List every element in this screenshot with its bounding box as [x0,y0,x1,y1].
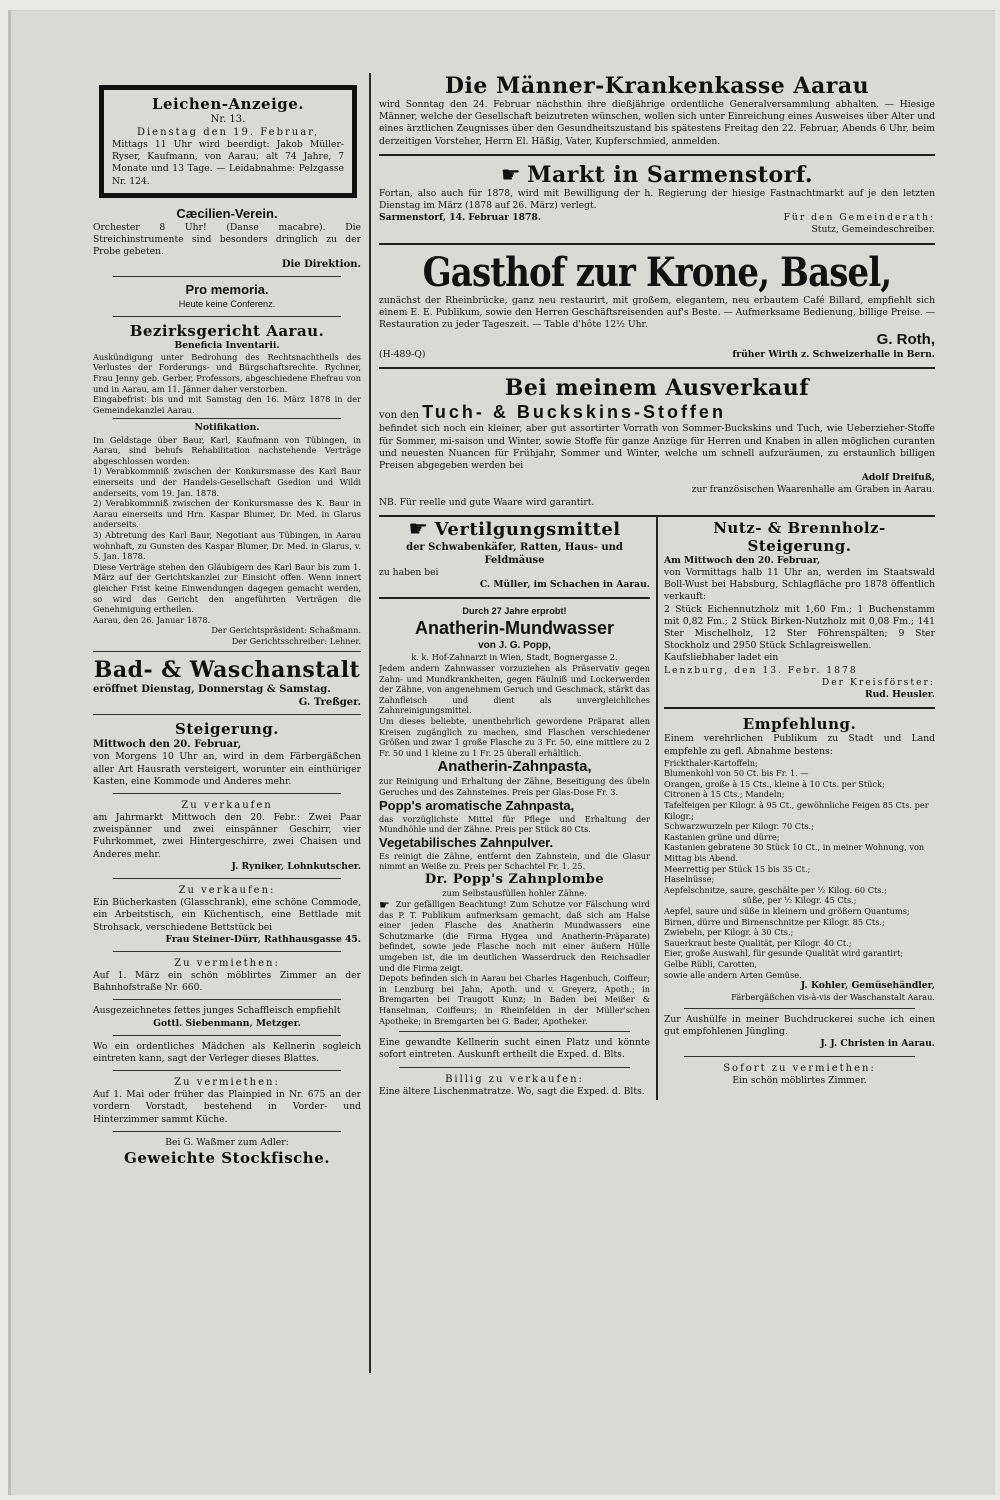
list-item: Schwarzwurzeln per Kilogr. 70 Cts.; [664,821,814,832]
printshop-notice [664,1012,935,1053]
right-subcolumn-left [379,517,658,1100]
bath-sign: G. Treßger. [298,697,361,709]
divider [113,951,341,952]
anatherin-maker: k. k. Hof-Zahnarzt in Wien, Stadt, Bognergasse 2. [411,652,618,663]
meat-notice [93,1003,361,1031]
list-item: Orangen, große à 15 Cts., kleine à 10 Cts. per Stück; [664,778,885,789]
gasthof-ad [379,249,935,364]
pointing-hand-icon: ☛ [379,897,390,912]
paste-title: Anatherin-Zahnpasta, [437,758,592,776]
court-notice [93,320,361,649]
obituary-text: Mittags 11 Uhr wird beerdigt: Jakob Müller-Ryser, Kaufmann, von Aarau; alt 74 Jahre, 7 Monate und 13 Tage. — Leidabnahme: Pelzgasse Nr. 124. [112,139,344,187]
pest-sign: C. Müller, im Schachen in Aarau. [479,579,650,591]
bath-title: Bad- & Waschanstalt [93,657,361,684]
arom-title: Popp's aromatische Zahnpasta, [379,797,575,813]
gasthof-former: früher Wirth z. Schweizerhalle in Bern. [732,349,935,361]
divider [93,651,361,652]
rent-notice-2 [93,1074,361,1128]
gasthof-code: (H-489-Q) [379,349,426,361]
memoria-notice [93,280,361,312]
list-item: Citronen à 15 Cts.; Mandeln; [664,789,785,800]
divider [113,276,341,277]
gasthof-title: Gasthof zur Krone, Basel, [422,248,892,296]
divider [113,1035,341,1036]
pest-text: der Schwabenkäfer, Ratten, Haus- und Feldmäuse [406,541,623,566]
bath-text: eröffnet Dienstag, Donnerstag & Samstag. [93,684,331,696]
waitress-seeking-notice [379,1035,650,1063]
sale-sign: J. Ryniker, Lohnkutscher. [231,860,361,872]
obituary-title: Leichen-Anzeige. [151,95,305,113]
obituary-notice [99,85,357,198]
list-item: süße, per ½ Kilogr. 45 Cts.; [742,895,857,906]
recommendation-addr: Färbergäßchen vis-à-vis der Waschanstalt Aarau. [731,992,935,1003]
pointing-hand-icon: ☛ [500,162,522,188]
powder-text: Es reinigt die Zähne, entfernt den Zahnstein, und die Glasur nimmt an Weiße zu. Preis per Schachtel Fr. 1. 25. [379,850,650,872]
market-place: Sarmenstorf, 14. Februar 1878. [379,212,541,224]
anatherin-tagline: Durch 27 Jahre erprobt! [462,606,567,617]
divider [113,1070,341,1071]
pest-title: ☛ Vertilgungsmittel [408,516,621,542]
court-closing: Diese Verträge stehen den Gläubigern des Karl Baur bis zum 1. März auf der Gerichtskanzlei zur Einsicht offen. Wenn innert gleicher Frist keine Einwendungen dagegen gemacht werden, so wird das Gericht den angeführten Verträgen die Genehmigung ertheilen. [93,561,361,615]
court-deadline: Eingabefrist: bis und mit Samstag den 16. März 1878 in der Gemeindekanzlei Aarau. [93,394,361,415]
memoria-text: Heute keine Conferenz. [178,299,276,310]
recommendation-intro: Einem verehrlichen Publikum zu Stadt und Land empfehle zu gefl. Abnahme bestens: [664,733,935,757]
right-subcolumn-right [658,517,935,1100]
health-fund-title: Die Männer-Krankenkasse Aarau [444,73,870,99]
contract-item: 3) Abtretung des Karl Baur, Negotiant aus Tübingen, in Aarau wohnhaft, zu Gunsten des Kaspar Blumer, Dr. Med. in Glarus, v. 5. Jan. 1878. [93,529,361,562]
sale-ad-title2: Tuch- & Buckskins-Stoffen [422,402,726,423]
list-item: Blumenkohl von 50 Ct. bis Fr. 1. — [664,768,809,779]
gasthof-text: zunächst der Rheinbrücke, ganz neu restaurirt, mit großem, elegantem, neu erbautem Café Billard, empfiehlt sich einem E. E. Publikum, sowie den Herren Geschäftsreisenden auf's Beste. — Aufmerksame Bedienung, billige Preise. — Restauration zu jeder Tageszeit. — Table d'hôte 12½ Uhr. [379,294,935,331]
divider [113,793,341,794]
divider [113,999,341,1000]
sale-notice-2 [93,882,361,948]
auction-date: Mittwoch den 20. Februar, [93,739,242,751]
list-item: Kastanien gebratene 30 Stück 10 Ct., in meiner Wohnung, von Mittag bis Abend. [664,842,925,864]
rent-text: Ein schön möblirtes Zimmer. [732,1074,867,1086]
divider [399,1067,630,1068]
rent-title: Sofort zu vermiethen: [723,1062,876,1074]
wood-auction [664,517,935,703]
notification-text: Im Geldstage über Baur, Karl, Kaufmann von Tübingen, in Aarau, sind behufs Rehabilitation nachstehende Verträge abgeschlossen worden: [93,434,361,466]
meat-sign: Gottl. Siebenmann, Metzger. [153,1017,301,1029]
arom-text: das vorzüglichste Mittel für Pflege und Erhaltung der Mundhöhle und der Zähne. Preis per Stück 80 Cts. [379,813,650,835]
wood-role: Der Kreisförster: [821,676,935,688]
sale-ad-place: zur französischen Waarenhalle am Graben in Aarau. [691,484,935,496]
wood-date: Am Mittwoch den 20. Februar, [664,554,821,566]
sale-ad-title: Bei meinem Ausverkauf [504,375,810,402]
recommendation-title: Empfehlung. [742,715,857,734]
paste-text: zur Reinigung und Erhaltung der Zähne, Beseitigung des übeln Geruches und des Zahnsteines. Preis per Glas-Dose Fr. 3. [379,776,650,797]
list-item: sowie alle andern Arten Gemüse. [664,969,802,980]
plombe-title: Dr. Popp's Zahnplombe [424,871,605,887]
list-item: Gelbe Rübli, Carotten, [664,958,758,969]
anatherin-ad [379,603,650,1028]
sale-notice-1 [93,797,361,875]
wood-title: Nutz- & Brennholz-Steigerung. [713,518,886,555]
divider [664,707,935,709]
powder-title: Vegetabilisches Zahnpulver. [379,834,554,850]
newspaper-page [8,10,995,1495]
list-item: Aepfelschnitze, saure, geschälte per ½ Kilog. 60 Cts.; [664,884,887,895]
anatherin-depots: Depots befinden sich in Aarau bei Charles Hagenbuch, Coiffeur; in Lenzburg bei Jahn, Apoth. und v. Greyerz, Apoth.; in Bremgarten bei Traugott Kunz; in Baden bei Meißer & Hanselman, Coiffeurs; in Rheinfelden in der Müller'schen Apotheke; in Bremgarten bei G. Bader, Apotheker. [379,973,650,1026]
auction-title: Steigerung. [175,720,279,739]
wood-invite: Kaufsliebhaber ladet ein [664,652,779,664]
list-item: Kastanien grüne und dürre; [664,831,780,842]
market-footer [379,212,935,224]
health-fund-notice [379,71,935,150]
rent-notice-3 [664,1060,935,1089]
court-date: Aarau, den 26. Januar 1878. [93,614,211,625]
divider [379,597,650,599]
pest-have: zu haben bei [379,566,439,578]
list-item: Tafelfeigen per Kilogr. à 95 Ct., gewöhnliche Feigen 85 Cts. per Kilogr.; [664,800,929,821]
health-fund-text: wird Sonntag den 24. Februar nächsthin ihre dießjährige ordentliche Generalversammlung abhalten. — Hiesige Männer, welche der Gesellschaft beizutreten wünschen, wollen sich unter Einreichung eines Ausweises über Alter und eines ärztlichen Zeugnisses über den Gesundheitszustand bis spätestens Freitag den 22. Februar, Abends 6 Uhr, beim derzeitigen Vorsteher, Herrn El. Häßig, Vater, Kupferschmied, anmelden. [379,99,935,147]
sale-title: Zu verkaufen: [178,885,276,897]
bath-notice [93,655,361,711]
gasthof-footer [379,349,935,361]
market-title: ☛ Markt in Sarmenstorf. [500,161,814,188]
caecilien-text: Orchester 8 Uhr! (Danse macabre). Die Streichinstrumente sind besonders dringlich zu der Probe gebeten. [93,221,361,258]
sale-ad-lead-line: von den Tuch- & Buckskins-Stoffen [379,402,726,423]
memoria-title: Pro memoria. [185,282,269,298]
rent-title: Zu vermiethen: [174,957,280,969]
list-item: Eier, große Auswahl, für gesunde Qualität wird garantirt; [664,948,903,959]
divider [684,1008,915,1009]
right-column [379,71,935,1100]
court-title: Bezirksgericht Aarau. [129,321,325,340]
wood-text: von Vormittags halb 11 Uhr an, werden im Staatswald Boll-Wust bei Habsburg, Schlagfläche pro 1878 öffentlich verkauft: [664,567,935,603]
divider [93,714,361,715]
waitress-seeking-text: Eine gewandte Kellnerin sucht einen Platz und könnte sofort eintreten. Auskunft ertheilt die Exped. d. Blts. [379,1037,650,1061]
auction-notice [93,718,361,790]
pest-ad [379,517,650,593]
rent-text: Auf 1. Mai oder früher das Plainpied in Nr. 675 an der vordern Vorstadt, bestehend in Vorder- und Hinterzimmer sammt Küche. [93,1089,361,1125]
court-text: Auskündigung unter Bedrohung des Rechtsnachtheils des Verlustes der Forderungs- und Bürgschaftsrechte. Rychner, Frau Jenny geb. Gerber, Professors, abgeschiedene Ehefrau von und in Aarau, am 11. Jänner daher verstorben. [93,351,361,394]
cheap-sale-text: Eine ältere Lischenmatratze. Wo, sagt die Exped. d. Blts. [379,1085,645,1097]
plombe-text: zum Selbstausfüllen hohler Zähne. [442,887,587,898]
left-column [93,71,361,1169]
recommendation-sign: J. Kohler, Gemüsehändler, [800,980,935,992]
divider [379,243,935,245]
meat-text: Ausgezeichnetes fettes junges Schaffleisch empfiehlt [93,1005,341,1017]
divider [379,367,935,369]
rent-notice-1 [93,955,361,996]
market-text: Fortan, also auch für 1878, wird mit Bewilligung der h. Regierung der hiesige Fastnachtmarkt auf je den letzten Dienstag im März (1878 auf 26. März) verlegt. [379,187,935,212]
waitress-text: Wo ein ordentliches Mädchen als Kellnerin sogleich eintreten kann, sagt der Verleger dieses Blattes. [93,1040,361,1064]
obituary-date: Dienstag den 19. Februar, [136,127,320,138]
wood-place: Lenzburg, den 13. Febr. 1878 [664,664,858,676]
divider [399,1031,630,1032]
sale-sign: Frau Steiner-Dürr, Rathhausgasse 45. [165,933,361,945]
stockfish-line: Bei G. Waßmer zum Adler: [165,1136,289,1148]
court-president: Der Gerichtspräsident: Schaßmann. [211,625,361,636]
divider [113,418,341,419]
court-subtitle: Beneficia Inventarii. [174,339,280,351]
anatherin-title: Anatherin-Mundwasser [414,618,615,639]
anatherin-warning: ☛ Zur gefälligen Beachtung! Zum Schutze vor Fälschung wird das P. T. Publikum aufmerksam gemacht, daß sich am Halse einer jeden Flasche des Anatherin Mundwassers eine Schutzmarke (die Firma Hygea und Anatherin-Präparate) befindet, sowie jede Flasche noch mit einer äußern Hülle umgeben ist, die im deutlichen Wasserdruck den Reichsadler und die Firma zeigt. [379,897,650,973]
notification-title: Notifikation. [194,422,260,434]
market-for: Für den Gemeinderath: [783,212,935,224]
sale-ad-text: befindet sich noch ein kleiner, aber gut assortirter Vorrath von Sommer-Buckskins und Tuch, wie Ueberzieher-Stoffe für Sommer, mi-saison und Winter, sowie Stoffe für ganze Anzüge für Herren und Knaben in allen möglichen curanten und neuesten Nuancen für Frühjahr, Sommer und Winter, welche um schnell aufzuräumen, zu erstaunlich billigen Preisen abgegeben werden bei [379,423,935,472]
list-item: Aepfel, saure und süße in kleinern und größern Quantums; [664,906,910,917]
list-item: Sauerkraut beste Qualität, per Kilogr. 40 Ct.; [664,937,852,948]
wood-sign: Rud. Heusler. [864,689,935,701]
contract-item: 2) Verabkommniß zwischen der Konkursmasse des K. Baur in Aarau einerseits und Hrn. Kaspar Blumer, Dr. Med. in Glarus anderseits. [93,498,361,530]
list-item: Haselnüsse; [664,874,715,885]
sale-text: Ein Bücherkasten (Glasschrank), eine schöne Commode, ein Arbeitstisch, ein Küchentisch, eine Bettlade mit Strohsack, verschiedene Bettstück bei [93,897,361,933]
divider [379,154,935,156]
sale-title: Zu verkaufen [181,800,273,812]
sale-ad-nb: NB. Für reelle und gute Waare wird garantirt. [379,496,595,508]
two-column-section [379,515,935,1100]
pointing-hand-icon: ☛ [408,516,429,542]
stockfish-notice [93,1135,361,1169]
cheap-sale-notice [379,1071,650,1100]
cheap-sale-title: Billig zu verkaufen: [445,1073,584,1085]
caecilien-title: Cæcilien-Verein. [176,205,278,221]
auction-text: von Morgens 10 Uhr an, wird in dem Färbergäßchen aller Art Hausrath versteigert, worunter ein einthüriger Kasten, eine Kommode und Anderes mehr. [93,751,361,787]
anatherin-by: von J. G. Popp, [478,640,551,652]
contract-item: 1) Verabkommniß zwischen der Konkursmasse des Karl Baur einerseits und der Handels-Gesellschaft Gsedion und Wildi anderseits, vom 19. Jan. 1878. [93,466,361,498]
divider [684,1056,915,1057]
divider [113,878,341,879]
list-item: Frickthaler-Kartoffeln; [664,757,758,768]
obituary-number: Nr. 13. [210,114,246,125]
stockfish-title: Geweichte Stockfische. [124,1148,330,1167]
market-notice [379,160,935,239]
column-divider [369,73,371,1373]
divider [113,1131,341,1132]
waitress-notice [93,1039,361,1067]
caecilien-sign: Die Direktion. [281,259,361,271]
list-item: Meerrettig per Stück 15 bis 35 Ct.; [664,863,811,874]
list-item: Birnen, dürre und Birnenschnitze per Kilogr. 85 Cts.; [664,916,885,927]
sale-ad [379,373,935,510]
printshop-sign: J. J. Christen in Aarau. [820,1038,935,1050]
caecilien-notice [93,204,361,274]
gasthof-sign: G. Roth, [876,331,935,349]
printshop-text: Zur Aushülfe in meiner Buchdruckerei suche ich einen gut empfohlenen Jüngling. [664,1013,935,1038]
list-item: Zwiebeln, per Kilogr. à 30 Cts.; [664,927,794,938]
recommendation-ad [664,713,935,1005]
anatherin-text1: Jedem andern Zahnwasser vorzuziehen als Präservativ gegen Zahn- und Mundkrankheiten, gegen Fäulniß und Lockerwerden der Zähne, von angenehmem Geruch und Geschmack, stärkt das Zahnfleisch und dient als unvergleichliches Zahnreinigungsmittel. [379,663,650,716]
divider [113,316,341,317]
anatherin-text2: Um dieses beliebte, unentbehrlich gewordene Präparat allen Kreisen zugänglich zu machen, sind Flaschen verschiedener Größen und zwar 1 große Flasche zu 3 Fr. 50, eine mittlere zu 2 Fr. 50 und 1 kleine zu 1 Fr. 25 überall erhältlich. [379,716,650,758]
market-sign: Stutz, Gemeindeschreiber. [811,224,935,236]
rent-text: Auf 1. März ein schön möblirtes Zimmer an der Bahnhofstraße Nr. 660. [93,969,361,994]
rent-title: Zu vermiethen: [174,1077,280,1089]
sale-ad-sign: Adolf Dreifuß, [861,472,935,484]
wood-items: 2 Stück Eichennutzholz mit 1,60 Fm.; 1 Buchenstamm mit 0,82 Fm.; 2 Stück Birken-Nutzholz mit 0,08 Fm.; 141 Ster Mischelholz, 12 Ster Föhrenspälten; 9 Ster Stockholz und 2950 Stück Schlagreiswellen. [664,603,935,652]
court-clerk: Der Gerichtsschreiber: Lehner. [231,635,361,646]
sale-text: am Jahrmarkt Mittwoch den 20. Febr.: Zwei Paar zweispänner und zwei einspänner Geschirr, vier Fuhrkommet, zwei Hintergeschirre, zwei Chaisen und Anderes mehr. [93,812,361,860]
